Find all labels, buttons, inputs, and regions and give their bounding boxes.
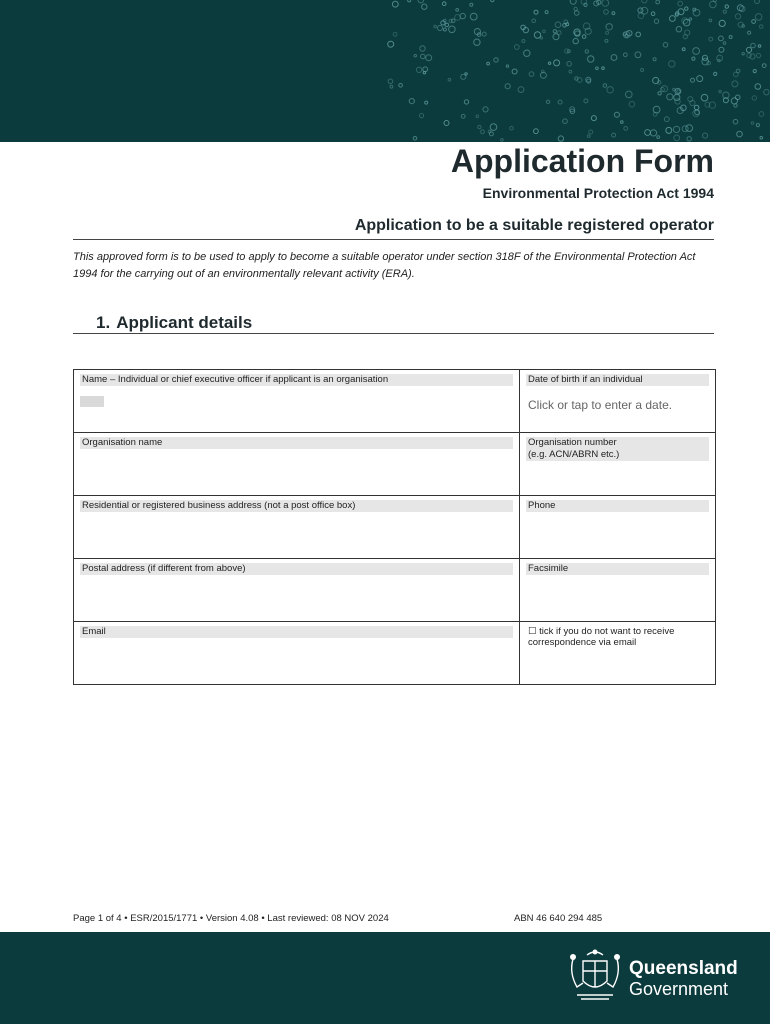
section-title-text: Applicant details	[116, 313, 253, 332]
decorative-dot	[554, 60, 560, 66]
decorative-dot	[570, 0, 576, 4]
decorative-dot	[664, 117, 669, 122]
address-label: Residential or registered business address (not a post office box)	[80, 500, 513, 512]
coat-of-arms-icon	[565, 947, 625, 1005]
decorative-dot	[529, 72, 534, 77]
decorative-dot	[693, 9, 700, 16]
email-opt-out-cell	[520, 622, 716, 685]
decorative-dot	[719, 20, 725, 26]
decorative-dot	[653, 106, 660, 113]
decorative-dot	[667, 94, 673, 100]
decorative-dot	[434, 25, 437, 28]
section-number: 1.	[96, 313, 111, 332]
decorative-dot	[532, 19, 536, 23]
decorative-dot	[456, 9, 459, 12]
logo-line-queensland: Queensland	[629, 958, 738, 979]
decorative-dot	[470, 13, 477, 20]
name-input-placeholder[interactable]	[80, 396, 104, 407]
decorative-dot	[753, 70, 756, 73]
org-name-label: Organisation name	[80, 437, 513, 449]
decorative-dot	[546, 100, 549, 103]
decorative-dot	[729, 36, 732, 39]
decorative-dot	[510, 126, 514, 130]
decorative-dot	[674, 135, 680, 141]
decorative-dot	[476, 115, 479, 118]
decorative-dot	[487, 62, 490, 65]
decorative-dot	[626, 91, 633, 98]
decorative-dot	[449, 26, 456, 33]
decorative-dot	[553, 30, 556, 33]
decorative-dot	[587, 135, 590, 138]
section-heading	[96, 313, 252, 333]
decorative-dot	[651, 12, 655, 16]
decorative-dot	[441, 21, 445, 25]
decorative-dot	[490, 124, 497, 131]
footer-abn: ABN 46 640 294 485	[514, 913, 603, 924]
decorative-dot	[393, 32, 397, 36]
decorative-dot	[757, 53, 761, 57]
decorative-dot	[584, 99, 588, 103]
decorative-dot	[748, 31, 751, 34]
decorative-dot	[650, 130, 656, 136]
decorative-dot	[524, 50, 530, 56]
decorative-dot	[663, 43, 668, 48]
decorative-dot	[701, 94, 708, 101]
decorative-dot	[569, 70, 572, 73]
address-field[interactable]	[74, 496, 520, 559]
decorative-dot	[675, 99, 680, 104]
decorative-dot	[501, 139, 504, 142]
decorative-dot	[461, 74, 466, 79]
org-number-hint: (e.g. ACN/ABRN etc.)	[528, 449, 620, 460]
decorative-dot	[692, 57, 695, 60]
decorative-dot	[603, 84, 607, 88]
decorative-dot	[594, 1, 599, 6]
decorative-dot	[464, 100, 468, 104]
decorative-dot	[483, 107, 488, 112]
decorative-dot	[408, 0, 411, 2]
footer-page-info: Page 1 of 4 • ESR/2015/1771 • Version 4.08 • Last reviewed: 08 NOV 2024	[73, 913, 389, 924]
decorative-dot	[713, 0, 716, 2]
decorative-dot	[611, 55, 617, 61]
decorative-dot	[534, 129, 539, 134]
decorative-dot	[573, 38, 578, 43]
facsimile-field[interactable]	[520, 559, 716, 622]
decorative-dot	[760, 136, 763, 139]
decorative-dot	[470, 3, 473, 6]
decorative-dot	[422, 4, 427, 9]
decorative-dot	[689, 18, 691, 20]
decorative-dot	[540, 72, 546, 78]
decorative-dot	[581, 0, 586, 4]
decorative-dot	[574, 7, 577, 10]
decorative-dot	[409, 99, 414, 104]
org-name-field[interactable]	[74, 433, 520, 496]
decorative-dot	[759, 25, 763, 29]
decorative-dot	[574, 11, 579, 16]
decorative-dot	[623, 53, 627, 57]
decorative-dot	[577, 78, 582, 83]
decorative-dot	[732, 81, 738, 87]
postal-address-label: Postal address (if different from above)	[80, 563, 513, 575]
decorative-dot	[621, 121, 624, 124]
queensland-government-logo	[565, 947, 740, 1007]
decorative-dot	[543, 30, 546, 33]
decorative-dot	[703, 133, 708, 138]
page-subtitle: Environmental Protection Act 1994	[482, 185, 714, 201]
decorative-dot	[416, 67, 421, 72]
decorative-dot	[764, 90, 769, 95]
decorative-dot	[636, 32, 641, 37]
decorative-dot	[612, 133, 616, 137]
decorative-dot	[719, 47, 724, 52]
decorative-dot	[461, 114, 465, 118]
decorative-dot	[737, 131, 743, 137]
decorative-dot	[534, 10, 538, 14]
applicant-details-table	[73, 369, 716, 685]
org-number-label	[526, 437, 709, 461]
decorative-dot	[719, 36, 724, 41]
form-heading: Application to be a suitable registered operator	[354, 217, 714, 234]
decorative-dot	[426, 55, 432, 61]
decorative-dot	[563, 119, 568, 124]
decorative-dot	[494, 58, 498, 62]
page-title: Application Form	[450, 143, 714, 179]
decorative-dot	[735, 95, 740, 100]
decorative-dot	[518, 87, 524, 93]
dob-field[interactable]	[520, 370, 716, 433]
decorative-dot	[444, 121, 449, 126]
decorative-dot	[491, 0, 494, 2]
decorative-dot	[709, 37, 713, 41]
decorative-dot	[719, 90, 721, 92]
decorative-dot	[482, 32, 486, 36]
decorative-dot	[442, 2, 446, 6]
decorative-dot	[558, 100, 562, 104]
decorative-dot	[693, 48, 700, 55]
decorative-dot	[709, 19, 712, 22]
decorative-dot	[585, 50, 588, 53]
decorative-dot	[666, 127, 672, 133]
decorative-dot	[642, 0, 647, 3]
decorative-dot	[606, 24, 612, 30]
logo-line-government: Government	[629, 979, 729, 999]
decorative-dot	[723, 10, 726, 13]
facsimile-label: Facsimile	[526, 563, 709, 575]
decorative-dot	[455, 15, 461, 21]
decorative-dot	[624, 126, 628, 130]
decorative-dot	[506, 65, 508, 67]
decorative-dot	[514, 45, 519, 50]
phone-label: Phone	[526, 500, 709, 512]
email-field[interactable]	[74, 622, 520, 685]
decorative-dot	[388, 41, 394, 47]
decorative-dot	[645, 130, 651, 136]
dob-label: Date of birth if an individual	[526, 374, 709, 386]
decorative-dot	[733, 119, 738, 124]
decorative-dot	[399, 84, 403, 88]
decorative-dot	[420, 46, 425, 51]
decorative-dot	[682, 126, 688, 132]
decorative-dot	[555, 22, 561, 28]
logo-wordmark	[629, 959, 738, 999]
email-opt-out-checkbox[interactable]: ☐	[528, 626, 537, 637]
decorative-dot	[612, 12, 615, 15]
decorative-dot	[448, 78, 451, 81]
decorative-dot	[512, 69, 517, 74]
decorative-dot	[602, 67, 605, 70]
decorative-dot	[656, 0, 660, 4]
decorative-dot	[678, 1, 683, 6]
decorative-dot	[682, 18, 688, 24]
decorative-dot	[548, 62, 550, 64]
email-opt-out-label: tick if you do not want to receive correspondence via email	[528, 626, 675, 648]
heading-divider	[73, 239, 714, 240]
decorative-dot	[392, 1, 398, 7]
decorative-dot	[653, 58, 656, 61]
decorative-dot	[481, 130, 485, 134]
decorative-dot	[736, 69, 740, 73]
decorative-dot	[445, 23, 449, 27]
decorative-dot	[657, 136, 660, 139]
decorative-dot	[414, 55, 416, 57]
decorative-dot	[423, 67, 428, 72]
decorative-dot	[755, 84, 761, 90]
decorative-dot	[755, 0, 760, 4]
decorative-dot	[756, 124, 759, 127]
decorative-dot	[714, 72, 717, 75]
decorative-dot	[693, 110, 700, 117]
postal-address-field[interactable]	[74, 559, 520, 622]
decorative-dot	[605, 39, 608, 42]
decorative-dot	[488, 130, 491, 133]
decorative-dot	[685, 30, 690, 35]
decorative-dot	[419, 114, 423, 118]
decorative-dot	[629, 101, 635, 107]
decorative-dot	[522, 40, 525, 43]
decorative-dot	[737, 5, 743, 11]
decorative-dot	[697, 76, 703, 82]
decorative-dot	[742, 53, 744, 55]
decorative-dot	[677, 90, 680, 93]
decorative-dot-pattern	[0, 0, 770, 142]
decorative-dot	[746, 47, 751, 52]
decorative-dot	[762, 64, 766, 68]
decorative-dot	[540, 37, 542, 39]
name-field[interactable]	[74, 370, 520, 433]
decorative-dot	[438, 26, 443, 31]
decorative-dot	[614, 112, 619, 117]
decorative-dot	[582, 35, 586, 39]
decorative-dot	[687, 137, 691, 141]
title-block	[451, 142, 714, 201]
intro-paragraph: This approved form is to be used to apply to become a suitable operator under section 318F of the Environmental Protection Act 1994 for the carrying out of an environmentally relevant activity (ERA).	[73, 251, 696, 280]
decorative-dot	[421, 54, 426, 59]
decorative-dot	[752, 96, 756, 100]
decorative-dot	[478, 125, 481, 128]
email-opt-out	[526, 626, 709, 648]
decorative-dot	[751, 122, 754, 125]
decorative-dot	[553, 34, 559, 40]
decorative-dot	[673, 126, 679, 132]
decorative-dot	[588, 56, 594, 62]
decorative-dot	[641, 7, 648, 14]
decorative-dot	[691, 78, 695, 82]
decorative-dot	[723, 42, 726, 45]
decorative-dot	[523, 27, 528, 32]
decorative-dot	[505, 84, 510, 89]
decorative-dot	[418, 0, 424, 3]
decorative-dot	[676, 27, 681, 32]
decorative-dot	[443, 28, 446, 31]
decorative-dot	[641, 69, 644, 72]
dob-date-picker[interactable]: Click or tap to enter a date.	[528, 398, 673, 412]
decorative-dot	[606, 31, 609, 34]
decorative-dot	[474, 39, 480, 45]
decorative-dot	[545, 11, 548, 14]
decorative-dot	[735, 14, 740, 19]
decorative-dot	[602, 0, 609, 6]
decorative-dot	[413, 137, 417, 141]
decorative-dot	[589, 130, 593, 134]
email-label: Email	[80, 626, 513, 638]
decorative-dot	[607, 87, 613, 93]
decorative-dot	[567, 62, 572, 67]
org-number-label-text: Organisation number	[528, 437, 617, 448]
decorative-dot	[725, 5, 728, 8]
decorative-dot	[658, 92, 661, 95]
decorative-dot	[566, 23, 569, 26]
decorative-dot	[669, 61, 675, 67]
decorative-dot	[591, 116, 596, 121]
phone-field[interactable]	[520, 496, 716, 559]
decorative-dot	[752, 20, 756, 24]
decorative-dot	[390, 85, 393, 88]
section-divider	[73, 333, 714, 334]
decorative-dot	[682, 48, 685, 51]
decorative-dot	[604, 10, 609, 15]
decorative-dot	[635, 52, 641, 58]
name-label: Name – Individual or chief executive officer if applicant is an organisation	[80, 374, 513, 386]
decorative-dot	[759, 112, 764, 117]
decorative-dot	[685, 7, 688, 10]
decorative-dot	[623, 33, 626, 36]
decorative-dot	[425, 101, 428, 104]
decorative-dot	[758, 45, 761, 48]
decorative-dot	[751, 43, 756, 48]
decorative-dot	[654, 19, 658, 23]
decorative-dot	[694, 105, 699, 110]
decorative-dot	[460, 13, 465, 18]
decorative-dot	[388, 79, 393, 84]
decorative-dot	[755, 14, 762, 21]
org-number-field[interactable]	[520, 433, 716, 496]
decorative-dot	[596, 67, 599, 70]
decorative-dot	[558, 136, 563, 141]
decorative-dot	[670, 16, 676, 22]
header-banner	[0, 0, 770, 142]
